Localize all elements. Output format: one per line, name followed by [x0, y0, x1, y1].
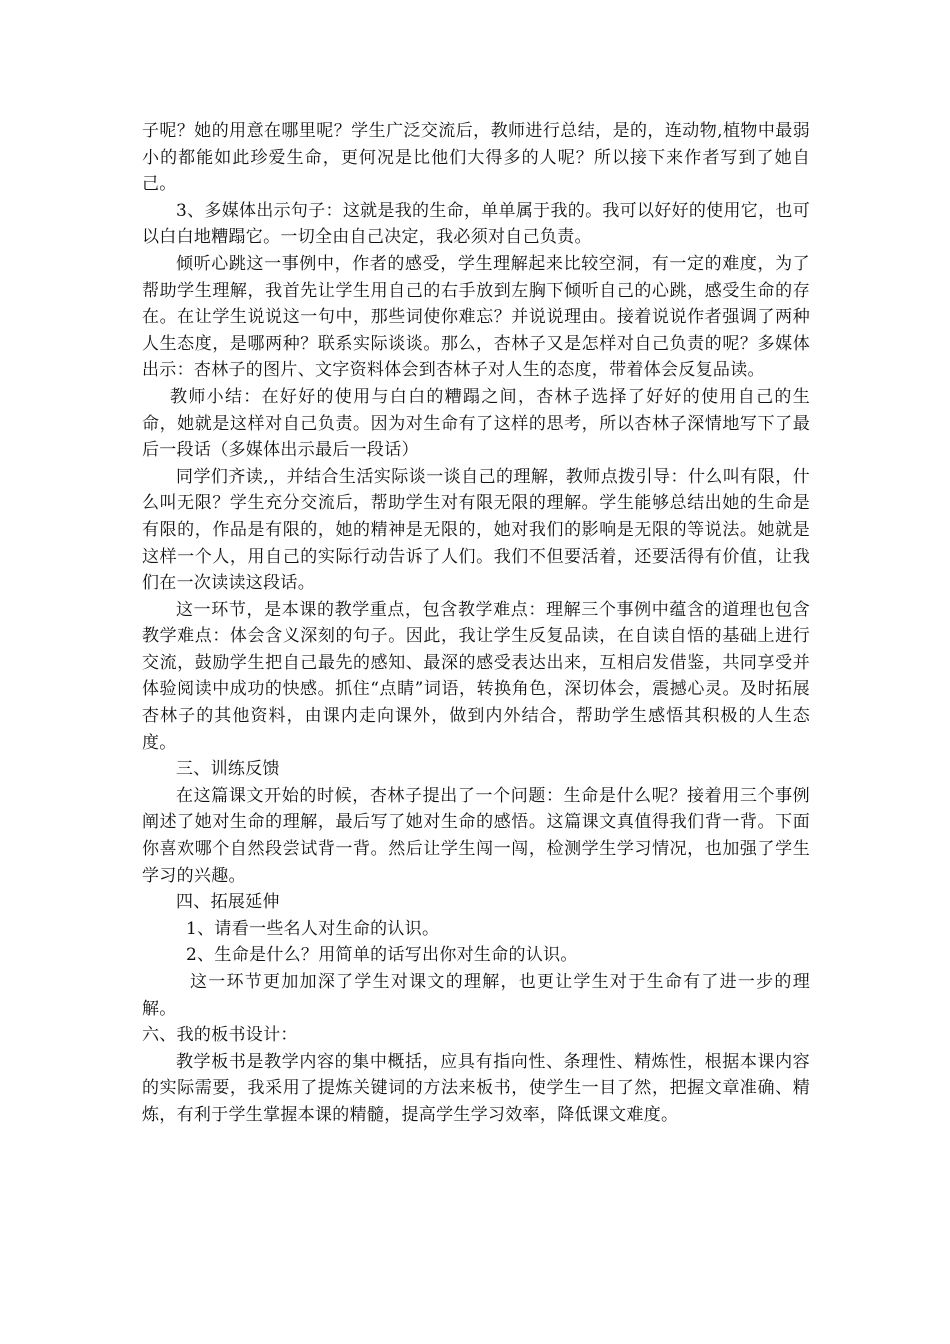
paragraph-continuation: 子呢？她的用意在哪里呢？学生广泛交流后，教师进行总结，是的，连动物,植物中最弱小的都能如此珍爱生命，更何况是比他们大得多的人呢？所以接下来作者写到了她自己。: [142, 121, 810, 195]
list-item-famous-quotes: 1、请看一些名人对生命的认识。: [186, 918, 440, 939]
paragraph-group-reading: 同学们齐读,，并结合生活实际谈一谈自己的理解，教师点拨引导：什么叫有限，什么叫无限？学生充分交流后，帮助学生对有限无限的理解。学生能够总结出她的生命是有限的，作品是有限的，她的精神是无限的，她对我们的影响是无限的等说法。她就是这样一个人，用自己的实际行动告诉了人们。我们不但要活着，还要活得有价值，让我们在一次读读这段话。: [142, 466, 810, 594]
paragraph-heartbeat-example: 倾听心跳这一事例中，作者的感受，学生理解起来比较空洞，有一定的难度，为了帮助学生理解，我首先让学生用自己的右手放到左胸下倾听自己的心跳，感受生命的存在。在让学生说说这一句中，那些词使你难忘？并说说理由。接着说说作者强调了两种人生态度，是哪两种？联系实际谈谈。那么，杏林子又是怎样对自己负责的呢？多媒体出示：杏林子的图片、文字资料体会到杏林子对人生的态度，带着体会反复品读。: [142, 253, 810, 381]
section-heading-blackboard-design: 六、我的板书设计：: [142, 1025, 298, 1046]
list-item-what-is-life: 2、生命是什么？用简单的话写出你对生命的认识。: [186, 945, 578, 966]
section-heading-training-feedback: 三、训练反馈: [176, 759, 280, 780]
paragraph-multimedia-sentence: 3、多媒体出示句子：这就是我的生命，单单属于我的。我可以好好的使用它，也可以白白地糟蹋它。一切全由自己决定，我必须对自己负责。: [142, 200, 810, 248]
paragraph-teacher-summary: 教师小结：在好好的使用与白白的糟蹋之间，杏林子选择了好好的使用自己的生命，她就是这样对自己负责。因为对生命有了这样的思考，所以杏林子深情地写下了最后一段话（多媒体出示最后一段话）: [142, 386, 810, 461]
paragraph-blackboard-body: 教学板书是教学内容的集中概括，应具有指向性、条理性、精炼性，根据本课内容的实际需要，我采用了提炼关键词的方法来板书，使学生一目了然，把握文章准确、精炼，有利于学生掌握本课的精髓，提高学生学习效率，降低课文难度。: [142, 1051, 810, 1125]
paragraph-extension-summary: 这一环节更加加深了学生对课文的理解，也更让学生对于生命有了进一步的理解。: [142, 972, 810, 1019]
document-body: [142, 118, 810, 1129]
paragraph-key-point: 这一环节，是本课的教学重点，包含教学难点：理解三个事例中蕴含的道理也包含教学难点：体会含义深刻的句子。因此，我让学生反复品读，在自读自悟的基础上进行交流，鼓励学生把自己最先的感知、最深的感受表达出来，互相启发借鉴，共同享受并体验阅读中成功的快感。抓住“点睛”词语，转换角色，深切体会，震撼心灵。及时拓展杏林子的其他资料，由课内走向课外，做到内外结合，帮助学生感悟其积极的人生态度。: [142, 599, 810, 753]
section-heading-extension: 四、拓展延伸: [176, 892, 280, 913]
paragraph-feedback-body: 在这篇课文开始的时候，杏林子提出了一个问题：生命是什么呢？接着用三个事例阐述了她对生命的理解，最后写了她对生命的感悟。这篇课文真值得我们背一背。下面你喜欢哪个自然段尝试背一背。然后让学生闯一闯，检测学生学习情况，也加强了学生学习的兴趣。: [142, 785, 810, 886]
